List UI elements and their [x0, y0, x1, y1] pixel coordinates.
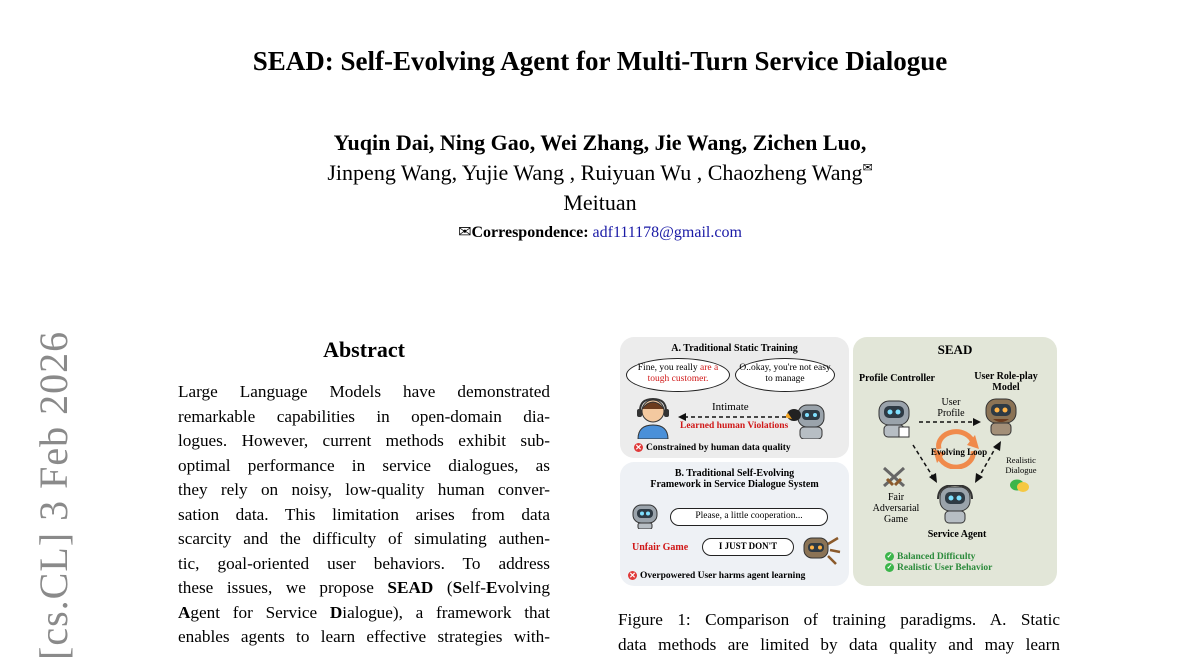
- abstract-heading: Abstract: [323, 337, 405, 362]
- learned-violations-label: Learned human Violations: [680, 421, 789, 431]
- profile-controller-label: Profile Controller: [859, 373, 935, 384]
- speech-bubble-user: O..okay, you're not easy to manage: [735, 358, 835, 392]
- panel-sead: [853, 337, 1057, 586]
- panel-b-title: B. Traditional Self-Evolving Framework in Service Dialogue System: [650, 468, 819, 490]
- author-list-primary: Yuqin Dai, Ning Gao, Wei Zhang, Jie Wang, Zichen Luo,: [333, 130, 867, 155]
- panel-traditional-self-evolving: [620, 462, 849, 586]
- speech-bubble-user: I JUST DON'T: [702, 538, 794, 556]
- figure-caption: [618, 608, 1060, 657]
- abstract-line: logues. However, current methods exhibit sub-: [178, 431, 550, 450]
- abstract-line: scarcity and the difficulty of simulating authen-: [178, 529, 550, 548]
- fair-game-label: Fair Adversarial Game: [872, 492, 920, 525]
- cross-icon: ✕: [629, 571, 636, 581]
- profile-controller-robot-icon: [875, 399, 913, 439]
- abstract-line: Large Language Models have demonstrated: [178, 382, 550, 401]
- caption-line: Figure 1: Comparison of training paradigms. A. Static: [618, 610, 1060, 629]
- robot-with-toucan-icon: [786, 397, 830, 439]
- correspondence-line: [0, 222, 1200, 242]
- abstract-line: optimal performance in service dialogues, as: [178, 455, 550, 475]
- paper-title: SEAD: Self-Evolving Agent for Multi-Turn Service Dialogue: [252, 46, 948, 76]
- envelope-icon: ✉: [862, 160, 873, 175]
- abstract-line: remarkable capabilities in open-domain dia-: [178, 406, 550, 426]
- robot-agent-icon: [630, 503, 660, 529]
- intimate-label: Intimate: [712, 401, 749, 413]
- panel-a-title: A. Traditional Static Training: [671, 343, 798, 354]
- roleplay-agent-arrow: [973, 441, 1003, 485]
- sead-benefits: ✓ Balanced Difficulty ✓ Realistic User Behavior: [886, 552, 993, 573]
- affiliation: Meituan: [563, 190, 637, 215]
- author-list-secondary: [0, 160, 1200, 186]
- unfair-game-label: Unfair Game: [632, 542, 689, 553]
- user-roleplay-label: User Role-play Model: [974, 371, 1038, 393]
- overpowered-user-robot-icon: [798, 534, 842, 568]
- abstract-body: [178, 380, 550, 650]
- service-agent-robot-icon: [935, 485, 975, 525]
- abstract-line: Agent for Service Dialogue), a framework that: [178, 602, 550, 622]
- panel-traditional-static-training: [620, 337, 849, 458]
- evolving-loop-label: Evolving Loop: [930, 447, 988, 457]
- envelope-icon: ✉: [458, 224, 472, 241]
- correspondence-email-link[interactable]: adf111178@gmail.com: [592, 224, 742, 241]
- panel-b-footer: ✕ Overpowered User harms agent learning: [629, 571, 806, 581]
- author-names: Jinpeng Wang, Yujie Wang , Ruiyuan Wu , Chaozheng Wang: [327, 160, 863, 185]
- speech-bubble-agent: Please, a little cooperation...: [670, 508, 828, 526]
- realistic-dialogue-label: Realistic Dialogue: [1005, 455, 1037, 475]
- abstract-line: enables agents to learn effective strategies with-: [178, 627, 550, 646]
- correspondence-label: Correspondence:: [471, 224, 589, 241]
- controller-to-agent-arrow: [909, 443, 939, 483]
- check-icon: ✓: [886, 563, 893, 572]
- abstract-line: they rely on noisy, low-quality human conver-: [178, 480, 550, 499]
- dashed-arrow: [678, 413, 790, 421]
- user-roleplay-robot-icon: [981, 397, 1021, 437]
- service-agent-label: Service Agent: [927, 529, 987, 540]
- cross-icon: ✕: [635, 443, 642, 453]
- human-agent-icon: [632, 395, 674, 439]
- check-icon: ✓: [886, 552, 893, 561]
- abstract-line: these issues, we propose SEAD (Self-Evolving: [178, 578, 550, 597]
- crossed-swords-icon: [881, 465, 907, 489]
- user-profile-label: User Profile: [937, 397, 965, 419]
- arxiv-stamp: [cs.CL] 3 Feb 2026: [31, 330, 76, 660]
- speech-bubble-agent: Fine, you really are a tough customer.: [626, 358, 730, 392]
- chat-bubbles-icon: [1009, 478, 1031, 494]
- panel-sead-title: SEAD: [937, 342, 973, 357]
- caption-line: data methods are limited by data quality and may learn: [618, 634, 1060, 654]
- user-profile-arrow: [917, 417, 981, 427]
- abstract-line: sation data. This limitation arises from data: [178, 504, 550, 524]
- panel-a-footer: ✕ Constrained by human data quality: [635, 443, 791, 453]
- abstract-line: tic, goal-oriented user behaviors. To address: [178, 553, 550, 573]
